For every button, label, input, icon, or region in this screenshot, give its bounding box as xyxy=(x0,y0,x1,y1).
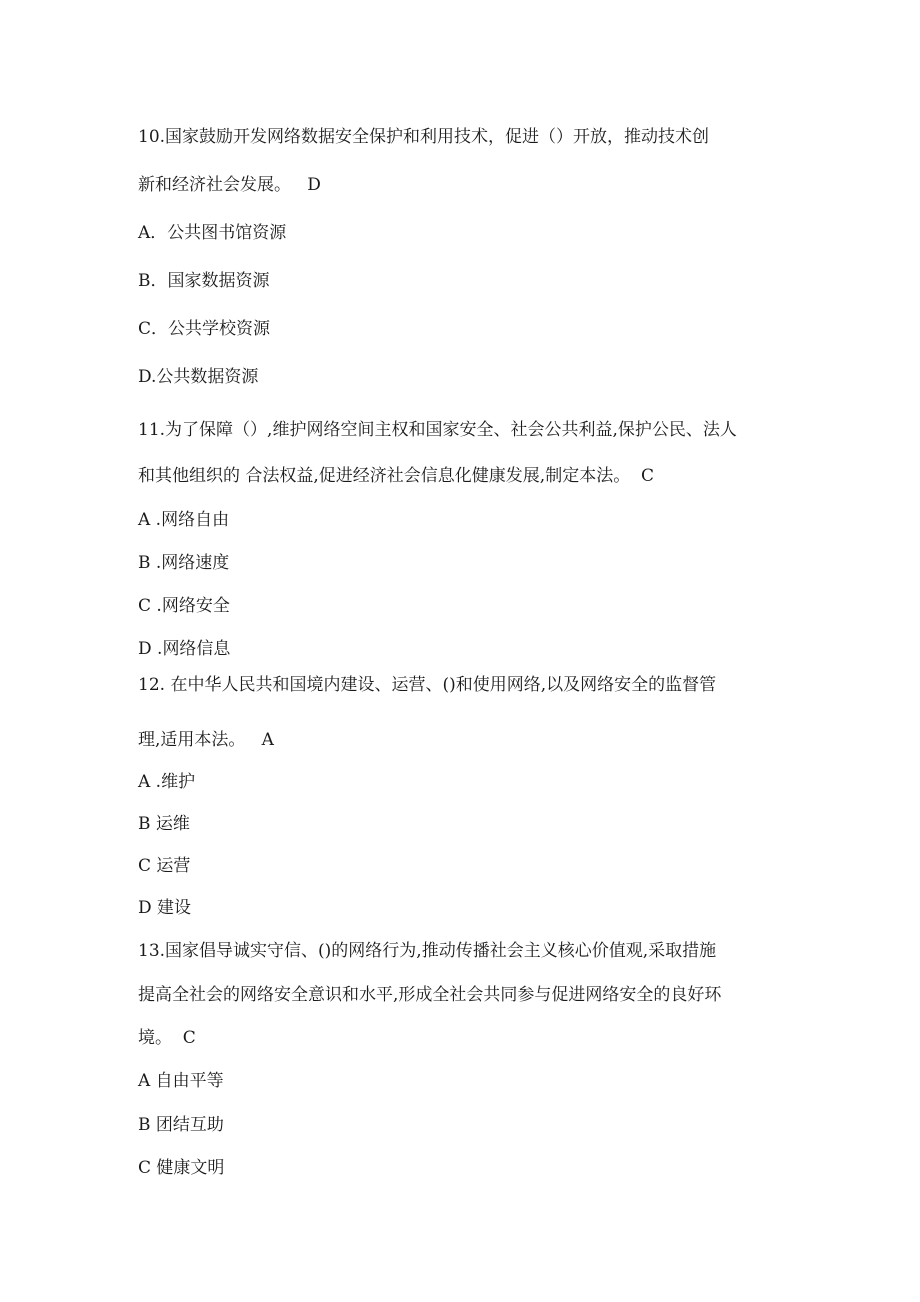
question-12-option-c: C 运营 xyxy=(138,856,191,876)
question-10-option-d: D.公共数据资源 xyxy=(138,367,259,387)
question-12-option-d: D 建设 xyxy=(138,898,192,918)
question-10-stem-line-1: 10.国家鼓励开发网络数据安全保护和利用技术，促进（）开放，推动技术创 xyxy=(138,127,710,147)
question-12-option-b: B 运维 xyxy=(138,814,190,834)
question-13-stem-line-2: 提高全社会的网络安全意识和水平,形成全社会共同参与促进网络安全的良好环 xyxy=(138,985,722,1005)
question-10-option-a: A．公共图书馆资源 xyxy=(138,223,287,243)
question-12-option-a: A .维护 xyxy=(138,772,196,792)
question-10-stem-line-2: 新和经济社会发展。 D xyxy=(138,175,321,195)
question-13-option-c: C 健康文明 xyxy=(138,1158,225,1178)
question-11-stem-line-1: 11.为了保障（）,维护网络空间主权和国家安全、社会公共利益,保护公民、法人 xyxy=(138,420,737,440)
question-11-option-c: C .网络安全 xyxy=(138,596,230,616)
question-11-option-a: A .网络自由 xyxy=(138,510,230,530)
question-13-option-a: A 自由平等 xyxy=(138,1071,224,1091)
question-11-option-d: D .网络信息 xyxy=(138,639,231,659)
question-13-stem-line-1: 13.国家倡导诚实守信、()的网络行为,推动传播社会主义核心价值观,采取措施 xyxy=(138,941,717,961)
question-10-option-c: C．公共学校资源 xyxy=(138,319,271,339)
question-13-option-b: B 团结互助 xyxy=(138,1115,224,1135)
question-10-option-b: B．国家数据资源 xyxy=(138,271,270,291)
question-11-option-b: B .网络速度 xyxy=(138,553,230,573)
question-12-stem-line-2: 理,适用本法。 A xyxy=(138,730,274,750)
question-11-stem-line-2: 和其他组织的 合法权益,促进经济社会信息化健康发展,制定本法。 C xyxy=(138,466,655,486)
question-13-stem-line-3: 境。 C xyxy=(138,1028,196,1048)
question-12-stem-line-1: 12. 在中华人民共和国境内建设、运营、()和使用网络,以及网络安全的监督管 xyxy=(138,675,717,695)
